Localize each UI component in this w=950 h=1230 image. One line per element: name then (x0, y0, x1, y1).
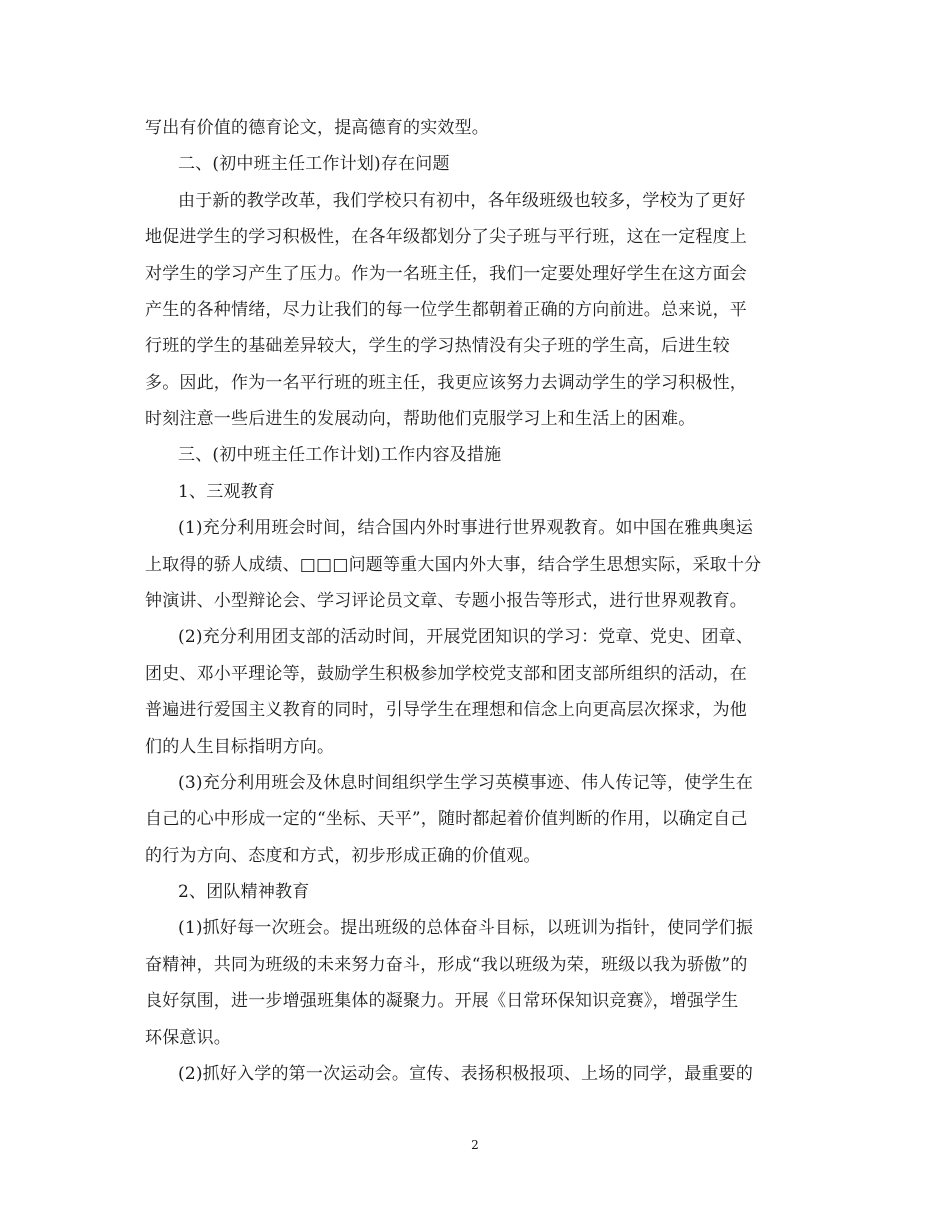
subsection-heading: 1、三观教育 (178, 482, 276, 502)
page-number: 2 (471, 1138, 479, 1152)
text-line: 的行为方向、态度和方式，初步形成正确的价值观。 (145, 846, 541, 866)
text-line: 们的人生目标指明方向。 (145, 737, 335, 757)
text-line: 团史、邓小平理论等，鼓励学生积极参加学校党支部和团支部所组织的活动，在 (145, 664, 747, 684)
section-heading: 三、(初中班主任工作计划)工作内容及措施 (178, 445, 502, 465)
text-line: (2)抓好入学的第一次运动会。宣传、表扬积极报项、上场的同学，最重要的 (178, 1064, 754, 1084)
section-heading: 二、(初中班主任工作计划)存在问题 (178, 154, 450, 174)
text-line: 由于新的教学改革，我们学校只有初中，各年级班级也较多，学校为了更好 (178, 191, 746, 211)
text-line: 上取得的骄人成绩、□□□问题等重大国内外大事，结合学生思想实际，采取十分 (145, 555, 762, 575)
text-line: 钟演讲、小型辩论会、学习评论员文章、专题小报告等形式，进行世界观教育。 (145, 591, 747, 611)
text-line: 行班的学生的基础差异较大，学生的学习热情没有尖子班的学生高，后进生较 (145, 336, 730, 356)
subsection-heading: 2、团队精神教育 (178, 882, 310, 902)
text-line: 奋精神，共同为班级的未来努力奋斗，形成“我以班级为荣，班级以我为骄傲”的 (145, 955, 748, 975)
text-line: (1)充分利用班会时间，结合国内外时事进行世界观教育。如中国在雅典奥运 (178, 518, 754, 538)
text-line: 普遍进行爱国主义教育的同时，引导学生在理想和信念上向更高层次探求，为他 (145, 700, 747, 720)
text-line: 产生的各种情绪，尽力让我们的每一位学生都朝着正确的方向前进。总来说，平 (145, 300, 747, 320)
text-line: 时刻注意一些后进生的发展动向，帮助他们克服学习上和生活上的困难。 (145, 409, 696, 429)
text-line: 地促进学生的学习积极性，在各年级都划分了尖子班与平行班，这在一定程度上 (145, 227, 747, 247)
text-line: 自己的心中形成一定的“坐标、天平”，随时都起着价值判断的作用，以确定自己 (145, 809, 748, 829)
text-line: (3)充分利用班会及休息时间组织学生学习英模事迹、伟人传记等，使学生在 (178, 773, 754, 793)
text-line: 良好氛围，进一步增强班集体的凝聚力。开展《日常环保知识竞赛》，增强学生 (145, 991, 739, 1011)
text-line: 多。因此，作为一名平行班的班主任，我更应该努力去调动学生的学习积极性， (145, 373, 747, 393)
text-line: 写出有价值的德育论文，提高德育的实效型。 (145, 118, 489, 138)
text-line: (2)充分利用团支部的活动时间，开展党团知识的学习：党章、党史、团章、 (178, 627, 754, 647)
text-line: 环保意识。 (145, 1028, 231, 1048)
text-line: (1)抓好每一次班会。提出班级的总体奋斗目标，以班训为指针，使同学们振 (178, 918, 754, 938)
text-line: 对学生的学习产生了压力。作为一名班主任，我们一定要处理好学生在这方面会 (145, 264, 747, 284)
